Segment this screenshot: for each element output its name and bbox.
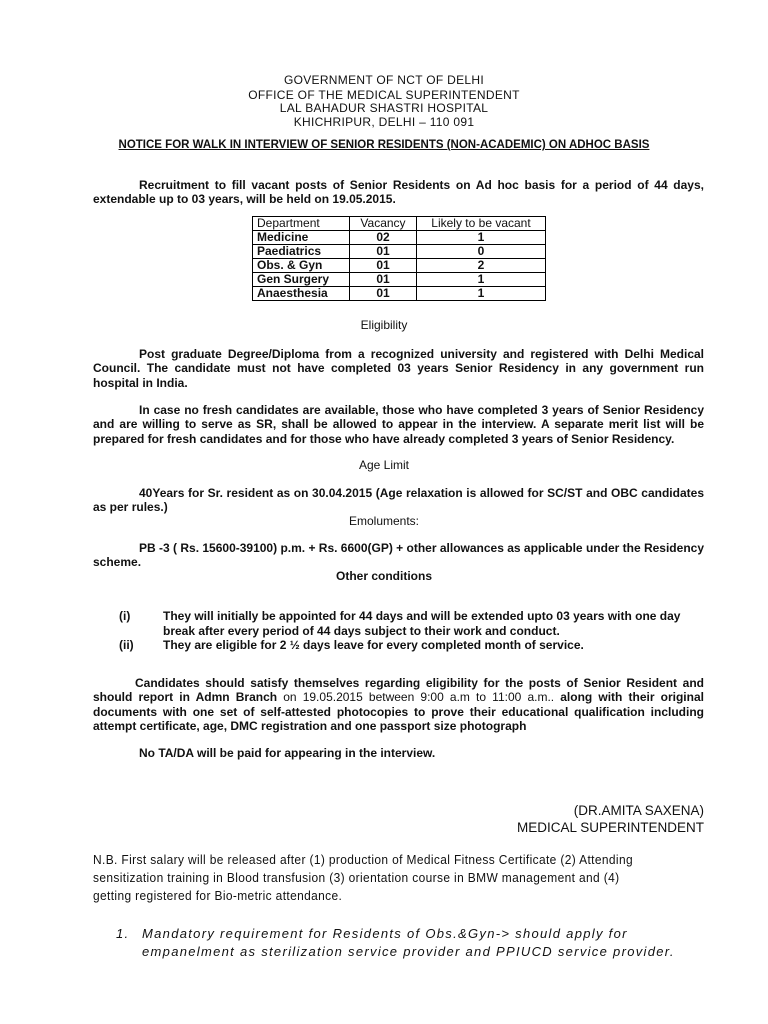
age-text: 40Years for Sr. resident as on 30.04.2015 (Age relaxation is allowed for SC/ST and OBC candidates as per rules.) xyxy=(93,486,704,515)
table-row xyxy=(253,287,546,301)
emoluments-heading: Emoluments: xyxy=(348,514,420,528)
age-paragraph xyxy=(93,486,704,515)
header-likely: Likely to be vacant xyxy=(417,217,546,231)
emoluments-text: PB -3 ( Rs. 15600-39100) p.m. + Rs. 6600(GP) + other allowances as applicable under the Residency scheme. xyxy=(93,541,704,570)
cell-likely: 0 xyxy=(417,245,546,259)
header-vacancy: Vacancy xyxy=(350,217,417,231)
header-line-1: GOVERNMENT OF NCT OF DELHI xyxy=(283,73,485,87)
tada-paragraph xyxy=(93,746,704,760)
report-text-c: along with their original documents with one set of self-attested photocopies to prove their educational qualification including attempt certificate, age, DMC registration and one passport size photograph xyxy=(93,690,704,734)
report-paragraph xyxy=(93,676,704,734)
vacancy-table xyxy=(252,216,546,301)
header-line-2: OFFICE OF THE MEDICAL SUPERINTENDENT xyxy=(248,88,520,102)
condition-number: (i) xyxy=(119,609,131,623)
age-heading: Age Limit xyxy=(358,458,410,472)
cell-department: Medicine xyxy=(253,231,350,245)
intro-text: Recruitment to fill vacant posts of Senior Residents on Ad hoc basis for a period of 44 days, extendable up to 03 years, will be held on 19.05.2015. xyxy=(93,178,704,207)
header-line-4: KHICHRIPUR, DELHI – 110 091 xyxy=(293,115,475,129)
cell-department: Anaesthesia xyxy=(253,287,350,301)
eligibility-text-1: Post graduate Degree/Diploma from a recognized university and registered with Delhi Medical Council. The candidate must not have completed 03 years Senior Residency in any government run hospital in India. xyxy=(93,347,704,390)
cell-likely: 2 xyxy=(417,259,546,273)
cell-likely: 1 xyxy=(417,231,546,245)
eligibility-text-2: In case no fresh candidates are available, those who have completed 3 years of Senior Residency and are willing to serve as SR, shall be allowed to appear in the interview. A separate merit list will be prepared for fresh candidates and for those who have already completed 3 years of Senior Residency. xyxy=(93,403,704,446)
cell-vacancy: 02 xyxy=(350,231,417,245)
report-text-a: Candidates should satisfy themselves regarding eligibility for the posts of Senior Resident and should report in Admn Branch xyxy=(93,676,704,705)
eligibility-paragraph-1 xyxy=(93,347,704,390)
condition-item xyxy=(93,638,704,653)
table-row xyxy=(253,273,546,287)
header-department: Department xyxy=(253,217,350,231)
table-row xyxy=(253,231,546,245)
intro-paragraph xyxy=(93,178,704,207)
mandatory-number: 1. xyxy=(116,926,130,941)
eligibility-paragraph-2 xyxy=(93,403,704,446)
table-row xyxy=(253,245,546,259)
cell-likely: 1 xyxy=(417,287,546,301)
cell-department: Obs. & Gyn xyxy=(253,259,350,273)
report-time: on 19.05.2015 between 9:00 a.m to 11:00 a.m.. xyxy=(277,690,561,705)
eligibility-heading: Eligibility xyxy=(360,318,408,332)
cell-vacancy: 01 xyxy=(350,259,417,273)
mandatory-text: Mandatory requirement for Residents of Obs.&Gyn-> should apply for empanelment as sterilization service provider and PPIUCD service provider. xyxy=(142,926,675,959)
table-row xyxy=(253,259,546,273)
cell-vacancy: 01 xyxy=(350,287,417,301)
signature-name: (DR.AMITA SAXENA) xyxy=(573,803,704,818)
table-header-row xyxy=(253,217,546,231)
cell-vacancy: 01 xyxy=(350,245,417,259)
condition-text: They are eligible for 2 ½ days leave for every completed month of service. xyxy=(163,638,584,652)
emoluments-paragraph xyxy=(93,541,704,570)
notice-title: NOTICE FOR WALK IN INTERVIEW OF SENIOR RESIDENTS (NON-ACADEMIC) ON ADHOC BASIS xyxy=(118,139,650,151)
condition-text: They will initially be appointed for 44 days and will be extended upto 03 years with one day break after every period of 44 days subject to their work and conduct. xyxy=(163,609,681,638)
mandatory-note xyxy=(116,925,676,961)
nb-note: N.B. First salary will be released after (1) production of Medical Fitness Certificate (2) Attending sensitization training in Blood transfusion (3) orientation course in BMW management and (4) getting registered for Bio-metric attendance. xyxy=(93,852,633,903)
other-conditions-heading: Other conditions xyxy=(336,569,432,583)
tada-text: No TA/DA will be paid for appearing in the interview. xyxy=(139,746,436,760)
cell-department: Paediatrics xyxy=(253,245,350,259)
cell-department: Gen Surgery xyxy=(253,273,350,287)
cell-vacancy: 01 xyxy=(350,273,417,287)
cell-likely: 1 xyxy=(417,273,546,287)
condition-item xyxy=(93,609,704,638)
condition-number: (ii) xyxy=(119,638,134,652)
signature-designation: MEDICAL SUPERINTENDENT xyxy=(516,820,704,835)
header-line-3: LAL BAHADUR SHASTRI HOSPITAL xyxy=(279,101,489,115)
